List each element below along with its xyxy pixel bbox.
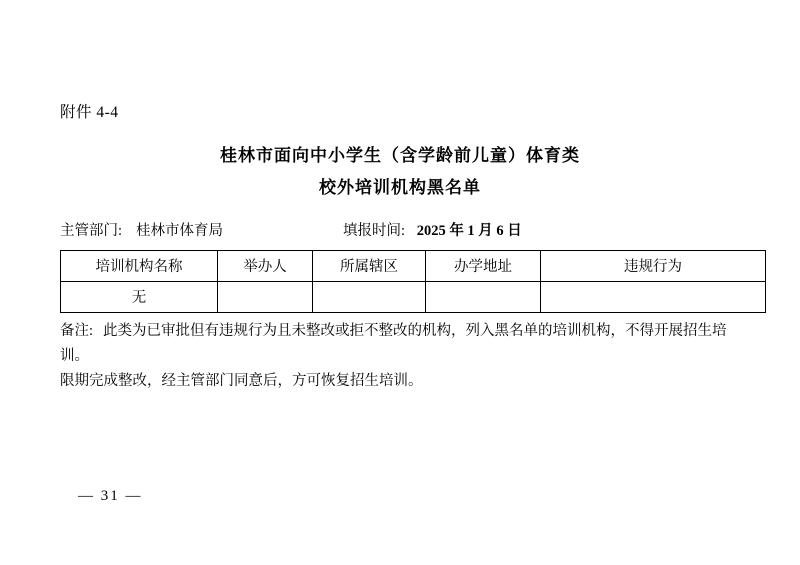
report-date-label: 填报时间: <box>343 222 406 239</box>
remark-line-2: 限期完成整改，经主管部门同意后，方可恢复招生培训。 <box>60 373 423 390</box>
column-header-district: 所属辖区 <box>313 250 426 281</box>
supervising-department-value: 桂林市体育局 <box>136 222 224 239</box>
document-meta-row <box>60 219 740 240</box>
table-header-row <box>61 250 766 281</box>
column-header-organizer: 举办人 <box>218 250 313 281</box>
cell-address <box>426 281 541 312</box>
report-date-value: 2025 年 1 月 6 日 <box>416 222 522 239</box>
blacklist-table <box>60 250 766 313</box>
cell-organizer <box>218 281 313 312</box>
cell-violation <box>541 281 766 312</box>
title-line-2: 校外培训机构黑名单 <box>319 178 481 198</box>
page-number: — 31 — <box>78 488 143 504</box>
title-line-1: 桂林市面向中小学生（含学龄前儿童）体育类 <box>220 146 580 165</box>
column-header-address: 办学地址 <box>426 250 541 281</box>
supervising-department-label: 主管部门: <box>60 222 123 239</box>
cell-district <box>313 281 426 312</box>
document-title-block <box>60 140 740 205</box>
column-header-institution-name: 培训机构名称 <box>61 250 218 281</box>
remark-line-1: 此类为已审批但有违规行为且未整改或拒不整改的机构，列入黑名单的培训机构，不得开展招生培训。 <box>60 322 727 364</box>
attachment-label: 附件 4-4 <box>60 104 119 121</box>
cell-institution-name: 无 <box>61 281 218 312</box>
table-row <box>61 281 766 312</box>
column-header-violation: 违规行为 <box>541 250 766 281</box>
report-date-group <box>343 219 522 240</box>
remark-block <box>60 319 740 395</box>
document-body <box>60 100 740 395</box>
remark-label: 备注: <box>60 322 94 339</box>
